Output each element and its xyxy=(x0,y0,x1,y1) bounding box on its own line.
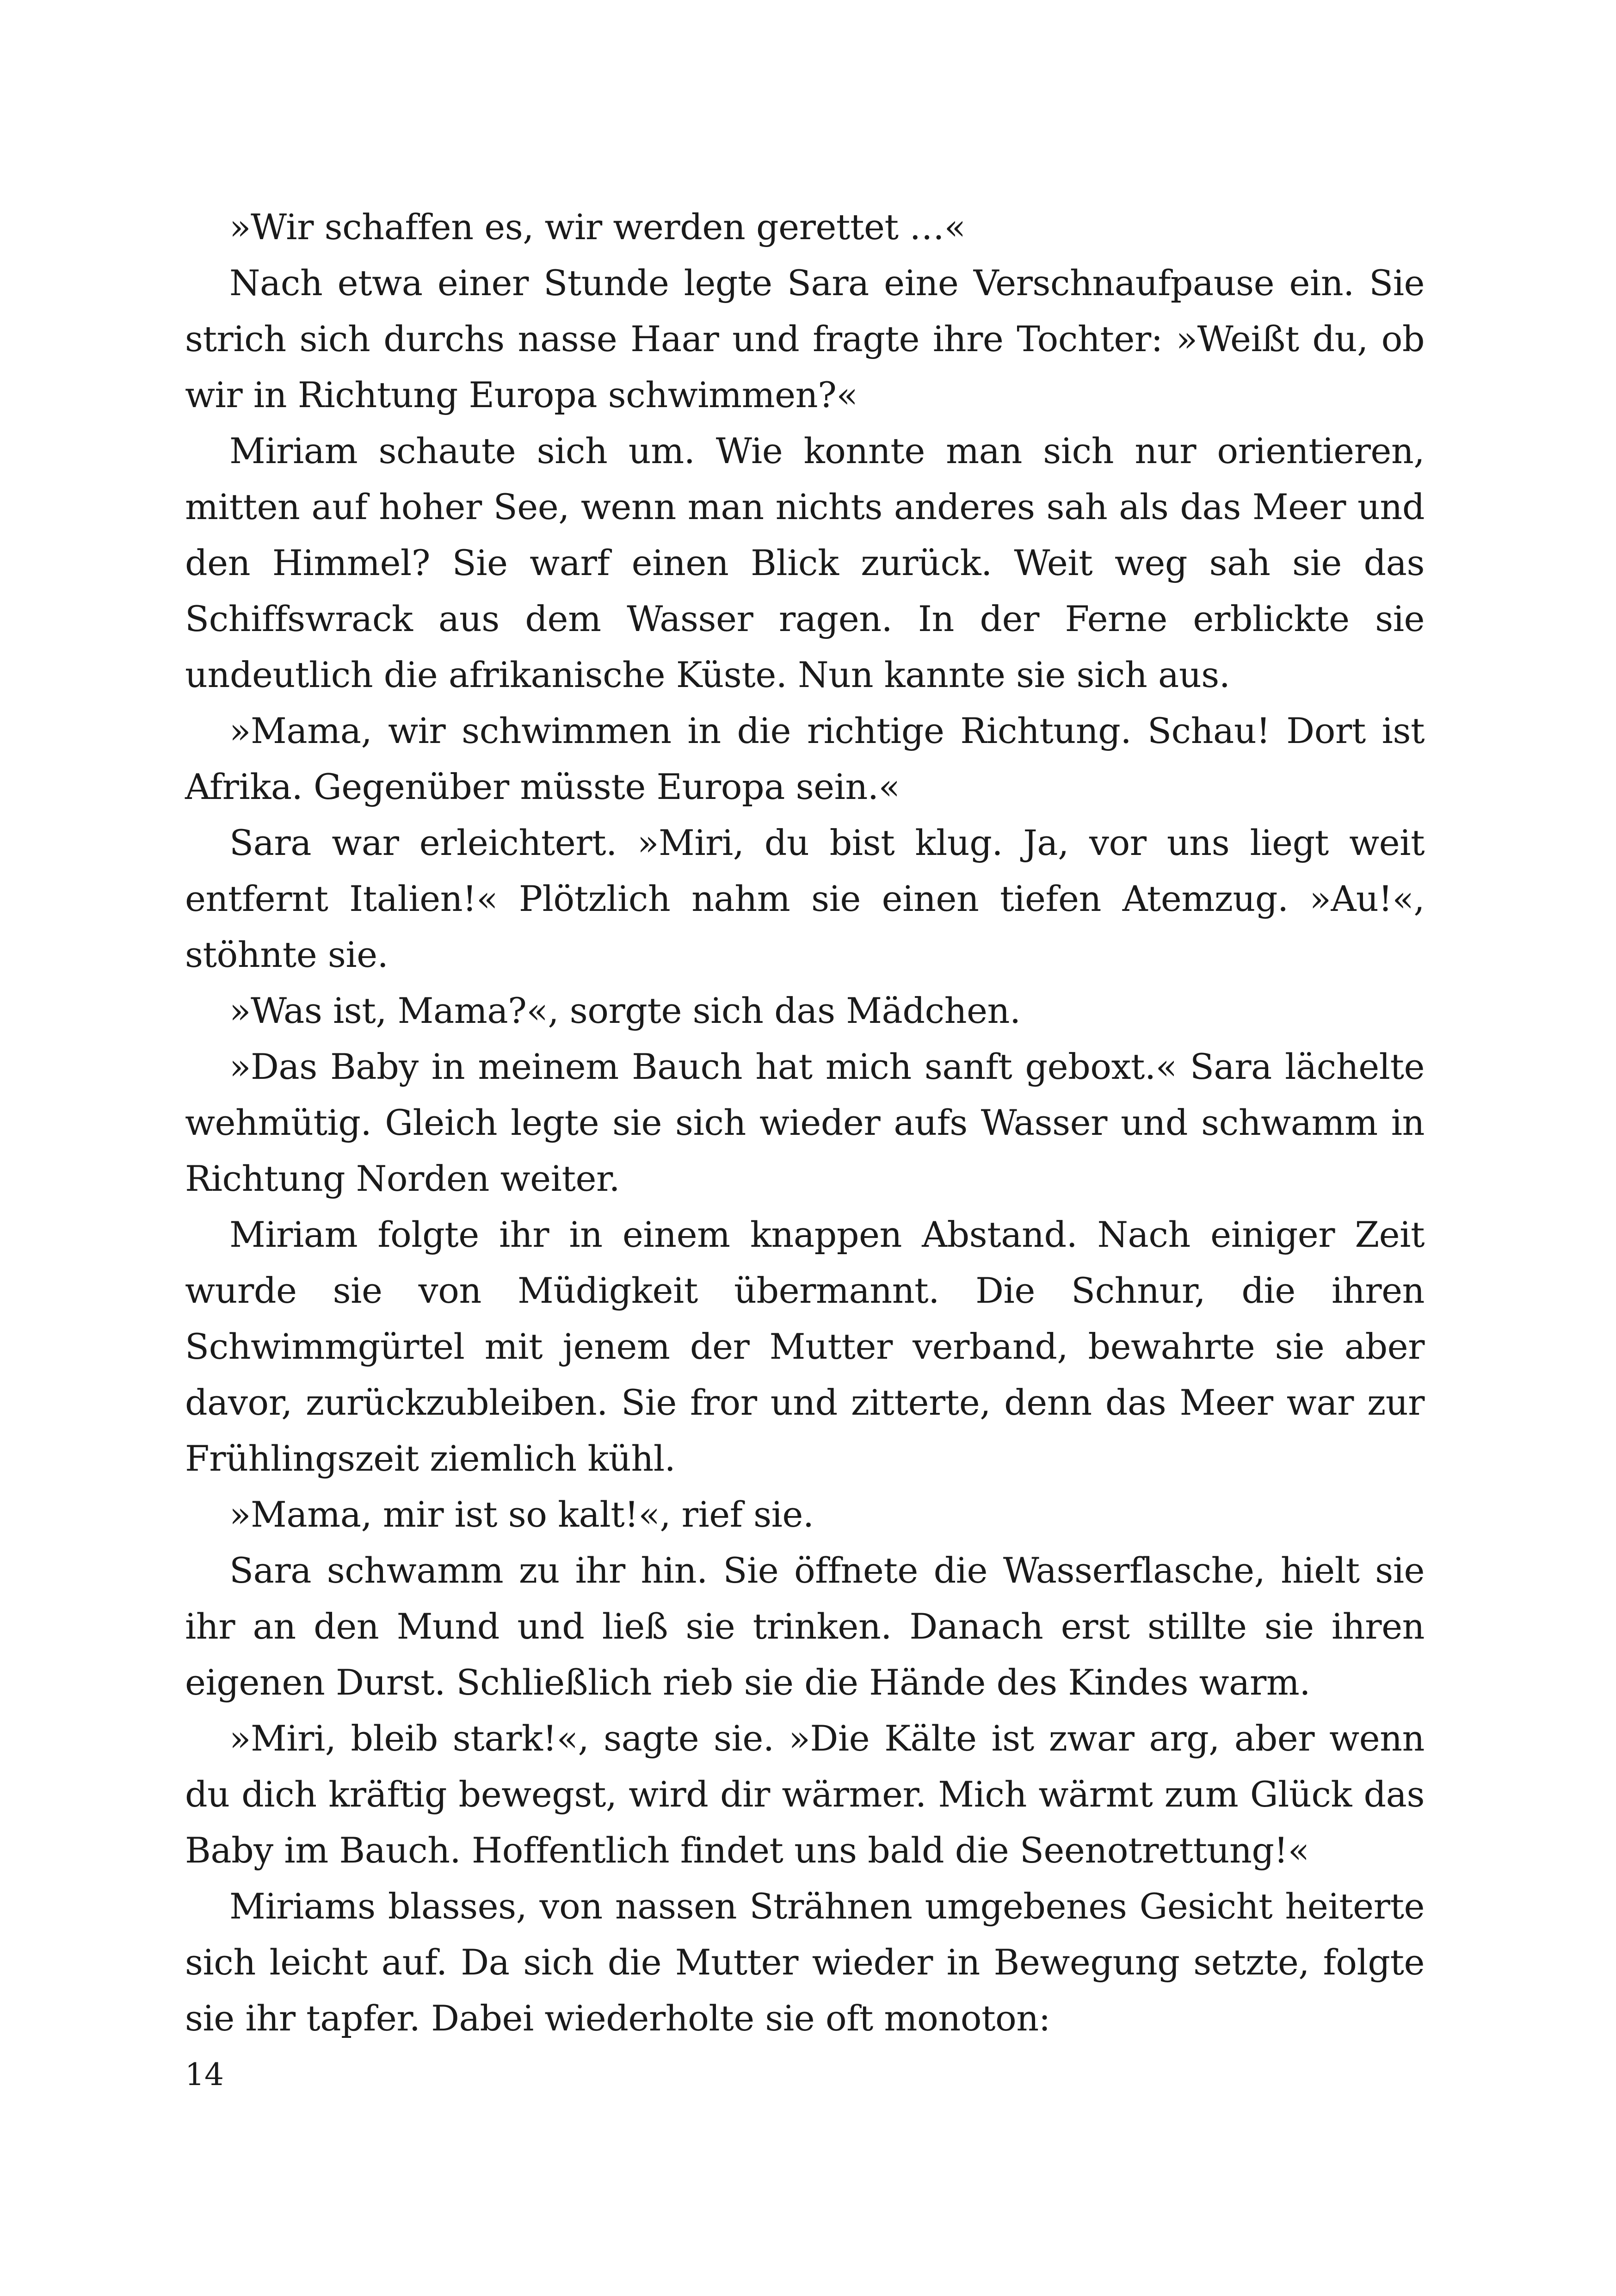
paragraph: Miriam folgte ihr in einem knappen Abstand. Nach einiger Zeit wurde sie von Müdigkeit übermannt. Die Schnur, die ihren Schwimmgürtel mit jenem der Mutter verband, bewahrte sie aber davor, zurückzubleiben. Sie fror und zitterte, denn das Meer war zur Frühlingszeit ziemlich kühl. xyxy=(185,1214,1425,1479)
paragraph: »Das Baby in meinem Bauch hat mich sanft geboxt.« Sara lächelte wehmütig. Gleich legte sie sich wieder aufs Wasser und schwamm in Richtung Norden weiter. xyxy=(185,1046,1425,1199)
paragraph: »Mama, wir schwimmen in die richtige Richtung. Schau! Dort ist Afrika. Gegenüber müsste Europa sein.« xyxy=(185,710,1425,807)
paragraph: Miriams blasses, von nassen Strähnen umgebenes Gesicht heiterte sich leicht auf. Da sich die Mutter wieder in Bewegung setzte, folgte sie ihr tapfer. Dabei wiederholte sie oft monoton: xyxy=(185,1886,1425,2039)
page-number: 14 xyxy=(185,2057,224,2092)
paragraph: Sara schwamm zu ihr hin. Sie öffnete die Wasserflasche, hielt sie ihr an den Mund und ließ sie trinken. Danach erst stillte sie ihren eigenen Durst. Schließlich rieb sie die Hände des Kindes warm. xyxy=(185,1550,1425,1703)
paragraph: »Miri, bleib stark!«, sagte sie. »Die Kälte ist zwar arg, aber wenn du dich kräftig bewegst, wird dir wärmer. Mich wärmt zum Glück das Baby im Bauch. Hoffentlich findet uns bald die Seenotrettung!« xyxy=(185,1718,1425,1871)
paragraph: Sara war erleichtert. »Miri, du bist klug. Ja, vor uns liegt weit entfernt Italien!« Plötzlich nahm sie einen tiefen Atemzug. »Au!«, stöhnte sie. xyxy=(185,822,1425,975)
paragraph: »Was ist, Mama?«, sorgte sich das Mädchen. xyxy=(229,990,1021,1031)
paragraph: »Wir schaffen es, wir werden gerettet …« xyxy=(229,206,966,248)
paragraph: »Mama, mir ist so kalt!«, rief sie. xyxy=(229,1494,814,1535)
paragraph: Nach etwa einer Stunde legte Sara eine Verschnaufpause ein. Sie strich sich durchs nasse Haar und fragte ihre Tochter: »Weißt du, ob wir in Richtung Europa schwimmen?« xyxy=(185,262,1425,415)
paragraph: Miriam schaute sich um. Wie konnte man sich nur orientieren, mitten auf hoher See, wenn man nichts anderes sah als das Meer und den Himmel? Sie warf einen Blick zurück. Weit weg sah sie das Schiffswrack aus dem Wasser ragen. In der Ferne erblickte sie undeutlich die afrikanische Küste. Nun kannte sie sich aus. xyxy=(185,430,1425,695)
body-text xyxy=(185,199,1425,2046)
